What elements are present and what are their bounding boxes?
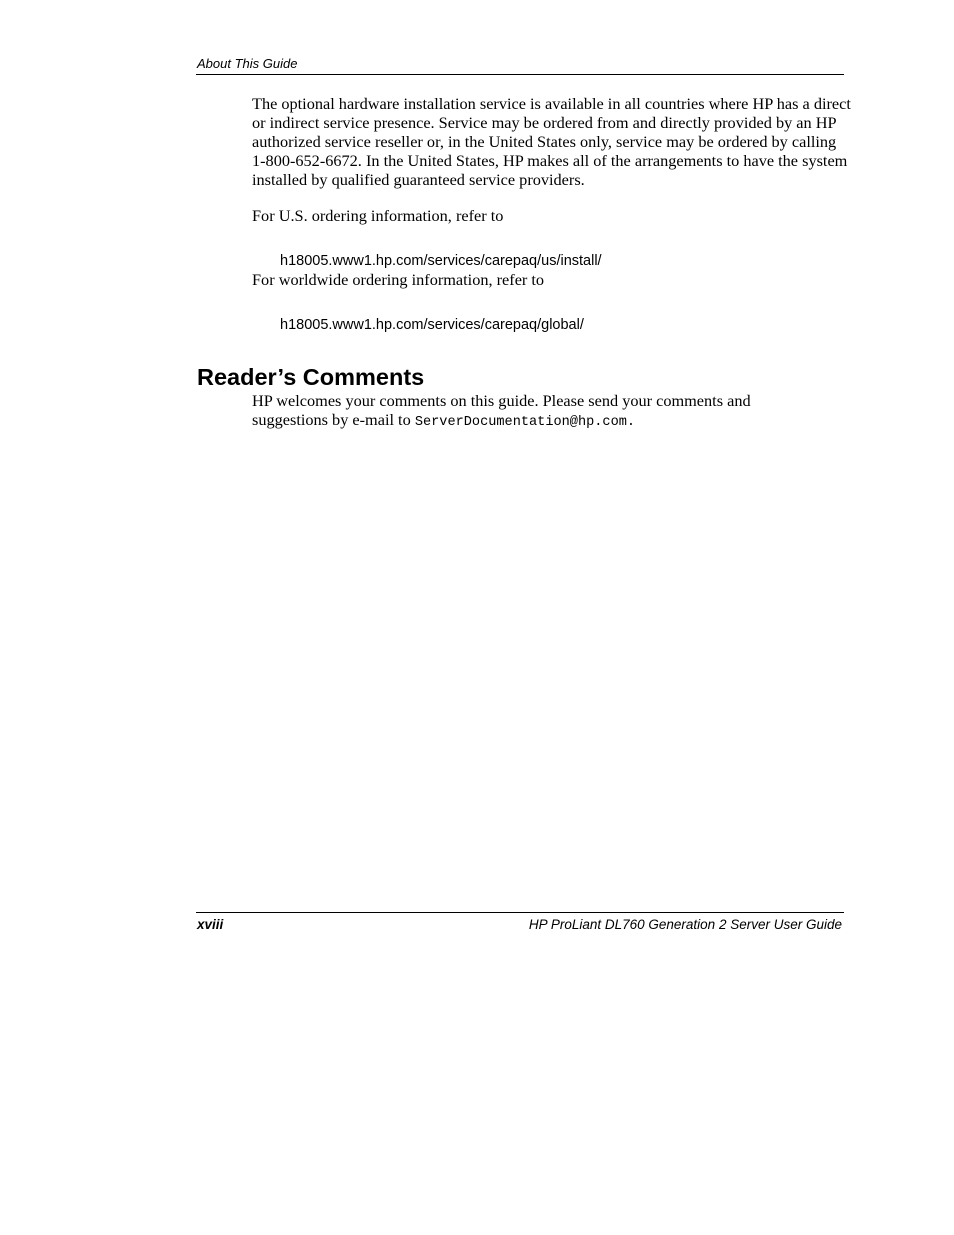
us-ordering-text: For U.S. ordering information, refer to xyxy=(252,206,504,225)
header-section-title: About This Guide xyxy=(197,56,298,71)
feedback-email-link[interactable]: ServerDocumentation@hp.com. xyxy=(414,415,636,430)
footer-guide-title: HP ProLiant DL760 Generation 2 Server User Guide xyxy=(528,917,842,932)
us-ordering-link[interactable]: h18005.www1.hp.com/services/carepaq/us/install/ xyxy=(280,253,602,269)
footer-page-number: xviii xyxy=(197,917,224,932)
page-footer xyxy=(196,912,844,935)
readers-comments-heading: Reader’s Comments xyxy=(197,364,425,390)
readers-comments-paragraph xyxy=(252,391,812,432)
page-header xyxy=(196,55,844,75)
worldwide-ordering-link[interactable]: h18005.www1.hp.com/services/carepaq/global/ xyxy=(280,317,584,333)
intro-paragraph: The optional hardware installation service is available in all countries where HP has a direct or indirect service presence. Service may be ordered from and directly provided by an HP authorized service reseller or, in the United States only, service may be ordered by calling 1-800-652-6672. In the United States, HP makes all of the arrangements to have the system installed by qualified guaranteed service providers. xyxy=(252,94,851,189)
readers-comments-text: HP welcomes your comments on this guide. Please send your comments and suggestions by e-mail to xyxy=(252,391,751,429)
worldwide-ordering-text: For worldwide ordering information, refer to xyxy=(252,270,545,289)
